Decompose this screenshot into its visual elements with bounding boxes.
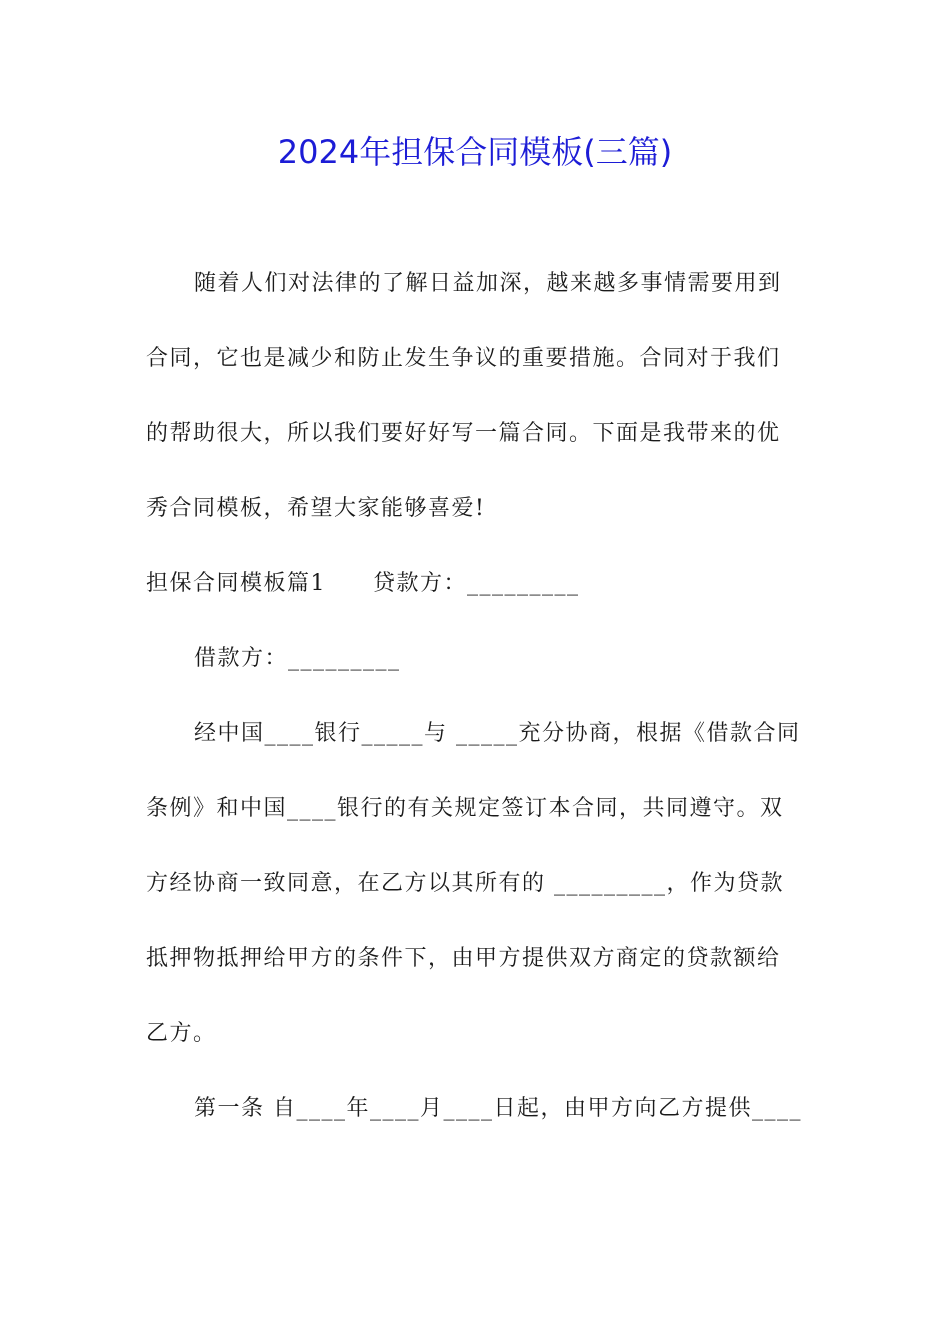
- paragraph-line: 合同，它也是减少和防止发生争议的重要措施。合同对于我们: [146, 346, 781, 371]
- paragraph-line: 抵押物抵押给甲方的条件下，由甲方提供双方商定的贷款额给: [146, 946, 781, 971]
- paragraph-line: 经中国____银行_____与 _____充分协商，根据《借款合同: [194, 721, 801, 746]
- paragraph-line: 随着人们对法律的了解日益加深，越来越多事情需要用到: [194, 271, 782, 296]
- section-heading-line: 担保合同模板篇1 贷款方：_________: [146, 571, 580, 596]
- paragraph-line: 借款方：_________: [194, 646, 401, 671]
- paragraph-line: 秀合同模板，希望大家能够喜爱!: [146, 496, 486, 521]
- paragraph-line: 条例》和中国____银行的有关规定签订本合同，共同遵守。双: [146, 796, 784, 821]
- paragraph-line: 第一条 自____年____月____日起，由甲方向乙方提供____: [194, 1096, 802, 1121]
- paragraph-line: 的帮助很大，所以我们要好好写一篇合同。下面是我带来的优: [146, 421, 781, 446]
- paragraph-line: 乙方。: [146, 1021, 217, 1046]
- document-title: 2024年担保合同模板(三篇): [277, 133, 673, 171]
- paragraph-line: 方经协商一致同意，在乙方以其所有的 _________，作为贷款: [146, 871, 784, 896]
